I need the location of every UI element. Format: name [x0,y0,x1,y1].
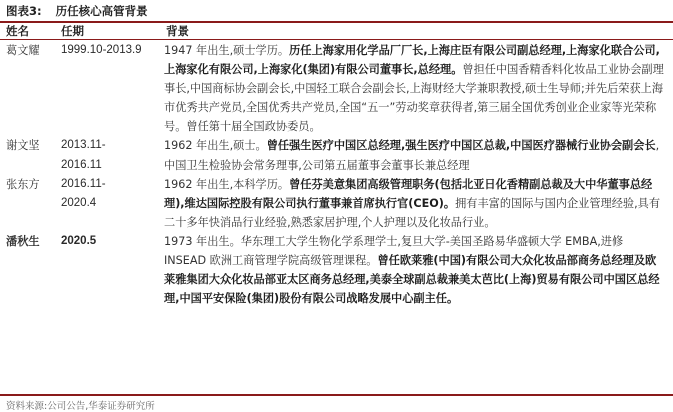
exec-name: 潘秋生 [6,234,40,248]
table-header-row [0,24,673,39]
figure-title [6,3,148,19]
header-period: 任期 [61,24,84,38]
bottom-rule [0,394,673,396]
source-note: 资料来源:公司公告,华泰证券研究所 [6,401,155,412]
background-text-bold: 历任上海家用化学品厂厂长,上海庄臣有限公司副总经理,上海家化联合公司,上海家化有限公司,上海家化(集团)有限公司董事长,总经理。 [164,44,660,77]
header-background: 背景 [166,24,189,38]
background-text: 拥有丰富的国际与国内企业管理经验,具有二十多年快消品行业经验,熟悉家居护理,个人护理以及化妆品行业。 [164,196,661,229]
period-line: 2016.11- [61,177,106,190]
exec-period [55,136,160,174]
exec-background [160,39,673,136]
top-rule [0,21,673,23]
period-line: 2013.11- [61,139,106,152]
background-text: 1962 年出生,本科学历。 [164,177,290,191]
header-name: 姓名 [6,24,29,38]
exec-period [55,175,160,232]
background-text: ,中国卫生检验协会常务理事,公司第五届董事会董事长兼总经理 [164,139,660,172]
table-row [0,39,673,136]
figure-caption: 历任核心高管背景 [55,4,148,18]
period-line: 2020.5 [61,234,97,247]
background-text-bold: 曾任芬美意集团高级管理职务(包括北亚日化香精副总裁及大中华董事总经理),维达国际控股有限公司执行董事兼首席执行官(CEO)。 [164,177,653,210]
exec-name: 葛文耀 [6,44,40,57]
table-row [0,175,673,232]
table-row [0,232,673,308]
exec-name: 谢文坚 [6,139,40,153]
table-row [0,136,673,174]
background-text: 1947 年出生,硕士学历。 [164,44,290,57]
exec-period [55,232,160,308]
period-line: 2020.4 [61,196,97,209]
figure-number: 图表3: [6,4,42,18]
background-text-bold: 曾任欧莱雅(中国)有限公司大众化妆品部商务总经理及欧莱雅集团大众化妆品部亚太区商务总经理,美泰全球副总裁兼美太芭比(上海)贸易有限公司中国区总经理,中国平安保险(集团)股份有限公司战略发展中心副主任。 [164,254,660,306]
exec-name: 张东方 [6,177,40,191]
executive-table [0,24,673,308]
exec-background [160,136,673,174]
period-line: 2016.11 [61,158,102,171]
period-line: 1999.10-2013.9 [61,44,142,56]
background-text: 曾担任中国香精香料化妆品工业协会副理事长,中国商标协会副会长,中国轻工联合会副会长,上海财经大学兼职教授,硕士生导师;并先后荣获上海市优秀共产党员,全国优秀共产党员,全国“五一”劳动奖章获得者,第三届全国优秀创业企业家等光荣称号。曾任第十届全国政协委员。 [164,63,664,134]
exec-background [160,175,673,232]
exec-period [55,39,160,136]
background-text-bold: 曾任强生医疗中国区总经理,强生医疗中国区总裁,中国医疗器械行业协会副会长 [266,139,656,153]
exec-background [160,232,673,308]
background-text: 1973 年出生。华东理工大学生物化学系理学士,复旦大学-美国圣路易华盛顿大学 EMBA,进修 INSEAD 欧洲工商管理学院高级管理课程。 [164,234,624,268]
background-text: 1962 年出生,硕士。 [164,139,267,153]
